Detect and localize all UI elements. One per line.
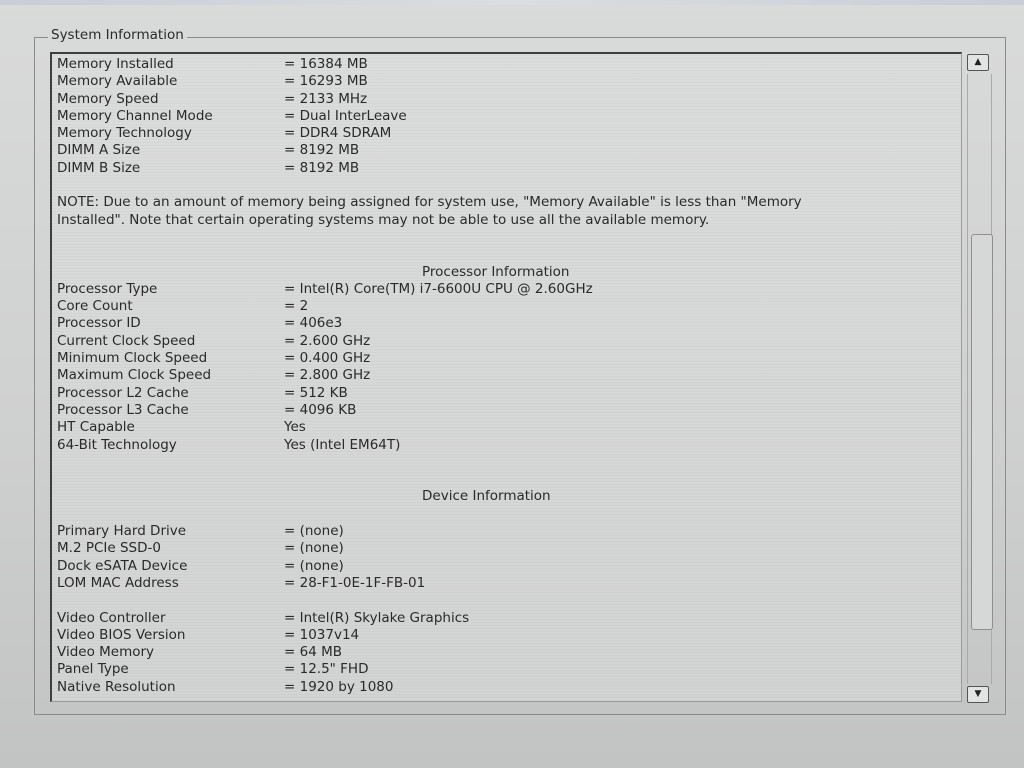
info-label: Processor L3 Cache bbox=[57, 401, 189, 418]
info-row bbox=[57, 419, 957, 436]
info-value: = 28-F1-0E-1F-FB-01 bbox=[284, 574, 426, 591]
info-label: Video BIOS Version bbox=[57, 626, 186, 643]
info-label: Primary Hard Drive bbox=[57, 523, 187, 540]
info-value: = 2.800 GHz bbox=[284, 367, 371, 384]
spacer bbox=[57, 471, 957, 488]
info-label: 64-Bit Technology bbox=[57, 436, 177, 453]
info-value: = 406e3 bbox=[284, 315, 343, 332]
vertical-scrollbar[interactable] bbox=[963, 52, 993, 708]
processor-section-header bbox=[57, 264, 957, 281]
system-info-content bbox=[57, 56, 957, 696]
screen-top-edge bbox=[0, 0, 1024, 5]
spacer bbox=[57, 454, 957, 471]
info-label: Core Count bbox=[57, 298, 133, 315]
info-row bbox=[57, 523, 957, 540]
info-value: = 64 MB bbox=[284, 644, 342, 661]
info-row bbox=[57, 575, 957, 592]
info-label: HT Capable bbox=[57, 419, 135, 436]
info-value: = 1920 by 1080 bbox=[284, 678, 394, 695]
info-value: Yes bbox=[284, 419, 306, 436]
info-value: = (none) bbox=[284, 557, 344, 574]
spacer bbox=[57, 506, 957, 523]
up-arrow-icon: ▲ bbox=[974, 57, 982, 67]
info-value: = 2133 MHz bbox=[284, 90, 368, 107]
info-row bbox=[57, 125, 957, 142]
info-row bbox=[57, 142, 957, 159]
info-row bbox=[57, 73, 957, 90]
info-value: = 512 KB bbox=[284, 384, 348, 401]
info-value: = (none) bbox=[284, 540, 344, 557]
info-label: LOM MAC Address bbox=[57, 574, 179, 591]
spacer bbox=[57, 246, 957, 263]
down-arrow-icon: ▼ bbox=[974, 689, 982, 699]
info-row bbox=[57, 610, 957, 627]
group-title: System Information bbox=[48, 27, 187, 43]
info-label: Native Resolution bbox=[57, 678, 176, 695]
info-value: = (none) bbox=[284, 523, 344, 540]
info-row bbox=[57, 644, 957, 661]
info-value: = 2 bbox=[284, 298, 309, 315]
spacer bbox=[57, 177, 957, 194]
info-label: Video Memory bbox=[57, 644, 155, 661]
info-row bbox=[57, 298, 957, 315]
info-row bbox=[57, 679, 957, 696]
spacer bbox=[57, 229, 957, 246]
info-row bbox=[57, 108, 957, 125]
info-label: Processor ID bbox=[57, 315, 141, 332]
info-value: = 16293 MB bbox=[284, 73, 368, 90]
info-label: Memory Speed bbox=[57, 90, 159, 107]
info-row bbox=[57, 402, 957, 419]
device-section-header bbox=[57, 488, 957, 505]
scroll-down-button[interactable] bbox=[967, 686, 989, 703]
info-value: = Intel(R) Skylake Graphics bbox=[284, 609, 470, 626]
info-label: Memory Channel Mode bbox=[57, 107, 213, 124]
info-value: = 4096 KB bbox=[284, 401, 357, 418]
info-row bbox=[57, 437, 957, 454]
info-label: M.2 PCIe SSD-0 bbox=[57, 540, 161, 557]
info-value: = 12.5" FHD bbox=[284, 661, 369, 678]
info-value: = 8192 MB bbox=[284, 142, 360, 159]
info-value: = Intel(R) Core(TM) i7-6600U CPU @ 2.60GHz bbox=[284, 280, 593, 297]
info-row bbox=[57, 385, 957, 402]
info-value: = Dual InterLeave bbox=[284, 107, 407, 124]
info-row bbox=[57, 56, 957, 73]
section-title: Device Information bbox=[422, 488, 551, 505]
section-title: Processor Information bbox=[422, 263, 570, 280]
info-row bbox=[57, 350, 957, 367]
scroll-thumb[interactable] bbox=[971, 234, 993, 630]
info-label: Processor L2 Cache bbox=[57, 384, 189, 401]
info-value: = 0.400 GHz bbox=[284, 350, 371, 367]
info-row bbox=[57, 160, 957, 177]
info-value: = 8192 MB bbox=[284, 159, 360, 176]
info-label: Maximum Clock Speed bbox=[57, 367, 212, 384]
info-row bbox=[57, 627, 957, 644]
system-info-panel bbox=[50, 52, 962, 702]
scroll-up-button[interactable] bbox=[967, 54, 989, 71]
info-row bbox=[57, 558, 957, 575]
info-row bbox=[57, 281, 957, 298]
info-row bbox=[57, 91, 957, 108]
info-value: = 16384 MB bbox=[284, 56, 368, 72]
info-label: Video Controller bbox=[57, 609, 166, 626]
info-label: DIMM A Size bbox=[57, 142, 141, 159]
info-row bbox=[57, 315, 957, 332]
info-value: = 1037v14 bbox=[284, 626, 360, 643]
info-label: DIMM B Size bbox=[57, 159, 141, 176]
info-label: Memory Installed bbox=[57, 56, 174, 72]
info-label: Current Clock Speed bbox=[57, 332, 196, 349]
info-value: = 2.600 GHz bbox=[284, 332, 371, 349]
memory-note: NOTE: Due to an amount of memory being assigned for system use, "Memory Available" is less than "Memory Installed". Note that certain operating systems may not be able to use all the available memory. bbox=[57, 194, 802, 228]
info-row bbox=[57, 661, 957, 678]
info-label: Memory Technology bbox=[57, 125, 192, 142]
info-label: Panel Type bbox=[57, 661, 129, 678]
info-label: Dock eSATA Device bbox=[57, 557, 188, 574]
info-label: Processor Type bbox=[57, 280, 158, 297]
info-row bbox=[57, 540, 957, 557]
info-value: Yes (Intel EM64T) bbox=[284, 436, 401, 453]
info-value: = DDR4 SDRAM bbox=[284, 125, 392, 142]
info-row bbox=[57, 367, 957, 384]
scroll-track[interactable] bbox=[967, 74, 992, 684]
info-row bbox=[57, 333, 957, 350]
info-label: Memory Available bbox=[57, 73, 178, 90]
spacer bbox=[57, 592, 957, 609]
info-label: Minimum Clock Speed bbox=[57, 350, 208, 367]
